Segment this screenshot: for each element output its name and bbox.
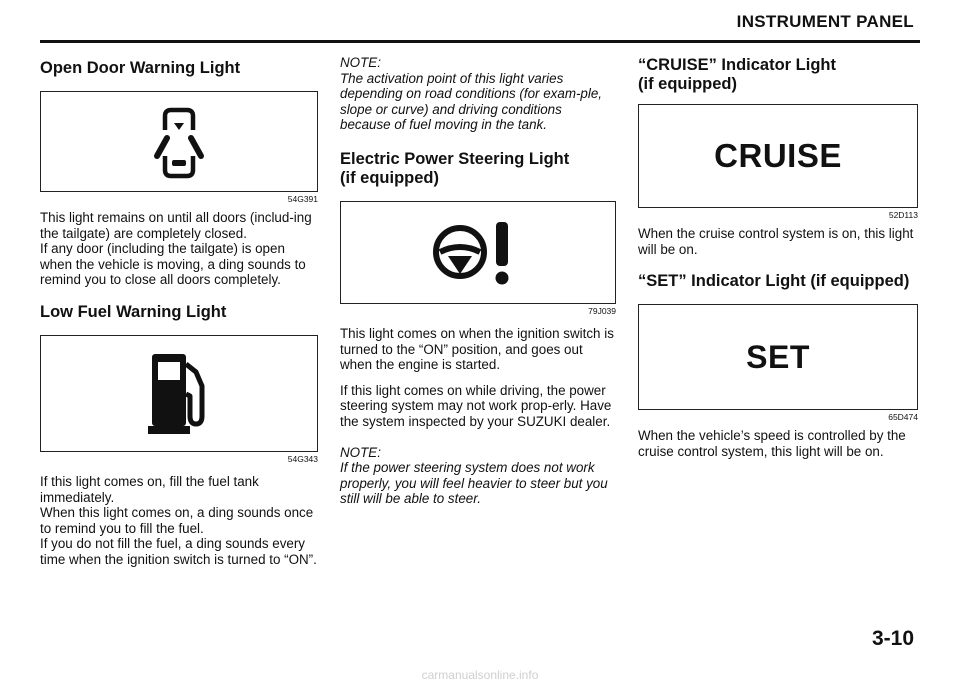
cruise-body: When the cruise control system is on, this light will be on. xyxy=(638,226,914,257)
column-1 xyxy=(40,52,318,568)
eps-figure xyxy=(340,201,616,304)
set-indicator-text: SET xyxy=(746,338,810,375)
note-1-text: The activation point of this light varies depending on road conditions (for exam-ple, slope or curve) and driving conditions because of fuel moving in the tank. xyxy=(340,70,603,133)
eps-figure-code: 79J039 xyxy=(588,305,616,316)
open-door-body: This light remains on until all doors (includ-ing the tailgate) are completely closed. If any door (including the tailgate) is open when the vehicle is moving, a ding sounds to remind you to close all doors completely. xyxy=(40,210,312,288)
cruise-indicator-text: CRUISE xyxy=(714,137,842,174)
open-door-icon xyxy=(149,100,209,184)
set-heading: “SET” Indicator Light (if equipped) xyxy=(638,272,910,291)
steering-wheel-warning-icon xyxy=(430,216,526,288)
eps-heading-line2: (if equipped) xyxy=(340,168,439,187)
eps-heading-line1: Electric Power Steering Light xyxy=(340,149,570,168)
low-fuel-heading: Low Fuel Warning Light xyxy=(40,302,227,321)
page-number: 3-10 xyxy=(871,627,914,650)
set-body: When the vehicle’s speed is controlled by the cruise control system, this light will be on. xyxy=(638,428,906,459)
cruise-figure xyxy=(638,104,918,208)
note-2-label: NOTE: xyxy=(340,444,381,460)
watermark: carmanualsonline.info xyxy=(421,668,539,682)
fuel-pump-icon xyxy=(146,350,212,436)
cruise-heading-line2: (if equipped) xyxy=(638,75,737,93)
note-2-text: If the power steering system does not work properly, you will feel heavier to steer but you still will be able to steer. xyxy=(340,460,608,507)
low-fuel-body: If this light comes on, fill the fuel tank immediately. When this light comes on, a ding sounds once to remind you to fill the fuel. If you do not fill the fuel, a ding sounds every time when the ignition switch is turned to “ON”. xyxy=(40,473,317,567)
column-3 xyxy=(638,52,918,459)
note-1-label: NOTE: xyxy=(340,55,381,70)
column-2 xyxy=(340,52,616,507)
cruise-figure-code: 52D113 xyxy=(888,210,918,220)
low-fuel-figure-code: 54G343 xyxy=(287,453,318,464)
low-fuel-figure xyxy=(40,335,318,452)
cruise-heading-line1: “CRUISE” Indicator Light xyxy=(638,56,836,74)
open-door-heading: Open Door Warning Light xyxy=(40,59,241,77)
eps-paragraph-1: This light comes on when the ignition switch is turned to the “ON” position, and goes out when the engine is started. xyxy=(340,325,614,373)
set-figure-code: 65D474 xyxy=(888,412,918,423)
eps-paragraph-2: If this light comes on while driving, the power steering system may not work prop-erly. Have the system inspected by your SUZUKI dealer. xyxy=(340,382,612,429)
header-rule xyxy=(40,40,920,43)
page-header-title: INSTRUMENT PANEL xyxy=(736,12,914,31)
open-door-figure-code: 54G391 xyxy=(287,194,318,204)
set-figure xyxy=(638,304,918,410)
open-door-figure xyxy=(40,91,318,192)
